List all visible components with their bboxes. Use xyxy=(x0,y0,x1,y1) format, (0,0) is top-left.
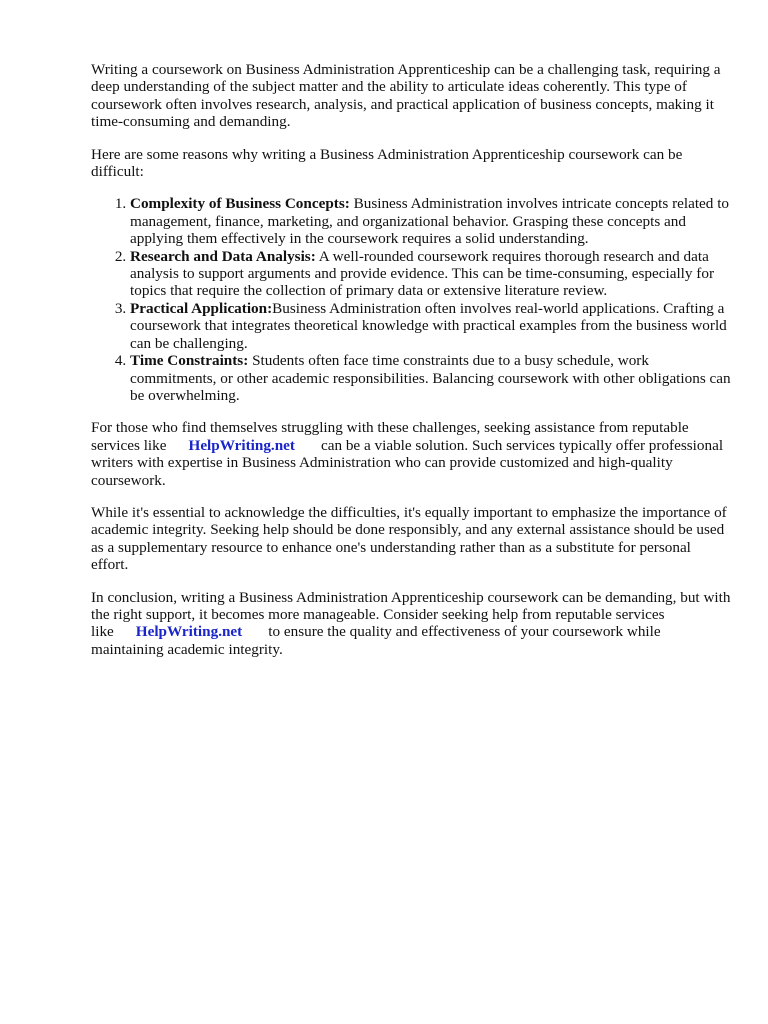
reason-term: Research and Data Analysis: xyxy=(130,247,316,265)
reason-text: Students often face time constraints due to a busy schedule, work commitments, or other academic responsibilities. Balancing coursework with other obligations can be overwhelming. xyxy=(130,352,731,404)
reason-item-4 xyxy=(130,352,731,404)
reason-term: Complexity of Business Concepts: xyxy=(130,195,350,213)
helpwriting-link[interactable]: HelpWriting.net xyxy=(188,436,295,454)
reason-item-3 xyxy=(130,300,731,352)
reason-term: Time Constraints: xyxy=(130,352,249,370)
conclusion-paragraph xyxy=(91,589,731,659)
conclusion-text-after: to ensure the quality and effectiveness of your coursework while maintaining academic integrity. xyxy=(91,623,661,658)
help-text-after: can be a viable solution. Such services typically offer professional writers with expertise in Business Administration who can provide customized and high-quality coursework. xyxy=(91,436,724,489)
reasons-intro-paragraph: Here are some reasons why writing a Business Administration Apprenticeship coursework can be difficult: xyxy=(91,145,683,181)
helpwriting-link-conclusion[interactable]: HelpWriting.net xyxy=(135,623,243,641)
reasons-list xyxy=(91,195,731,404)
reason-item-2 xyxy=(130,248,731,300)
reason-term: Practical Application: xyxy=(130,299,273,317)
help-paragraph xyxy=(91,419,731,489)
reason-text: A well-rounded coursework requires thorough research and data analysis to support arguments and provide evidence. This can be time-consuming, especially for topics that require the collection of primary data or extensive literature review. xyxy=(130,247,715,300)
conclusion-text-before: In conclusion, writing a Business Administration Apprenticeship coursework can be demanding, but with the right support, it becomes more manageable. Consider seeking help from reputable services like xyxy=(91,588,731,641)
intro-paragraph: Writing a coursework on Business Administration Apprenticeship can be a challenging task, requiring a deep understanding of the subject matter and the ability to articulate ideas coherently. This type of coursework often involves research, analysis, and practical application of business concepts, making it time-consuming and demanding. xyxy=(91,61,721,131)
integrity-paragraph: While it's essential to acknowledge the difficulties, it's equally important to emphasize the importance of academic integrity. Seeking help should be done responsibly, and any external assistance should be used as a supplementary resource to enhance one's understanding rather than as a substitute for personal effort. xyxy=(91,503,727,574)
reason-text: Business Administration involves intricate concepts related to management, finance, marketing, and organizational behavior. Grasping these concepts and applying them effectively in the coursework requires a solid understanding. xyxy=(130,195,730,248)
help-text-before: For those who find themselves struggling with these challenges, seeking assistance from reputable services like xyxy=(91,419,689,454)
reason-text: Business Administration often involves real-world applications. Crafting a coursework that integrates theoretical knowledge with practical examples from the business world can be challenging. xyxy=(130,299,727,352)
reason-item-1 xyxy=(130,195,731,247)
document-body xyxy=(91,61,731,673)
